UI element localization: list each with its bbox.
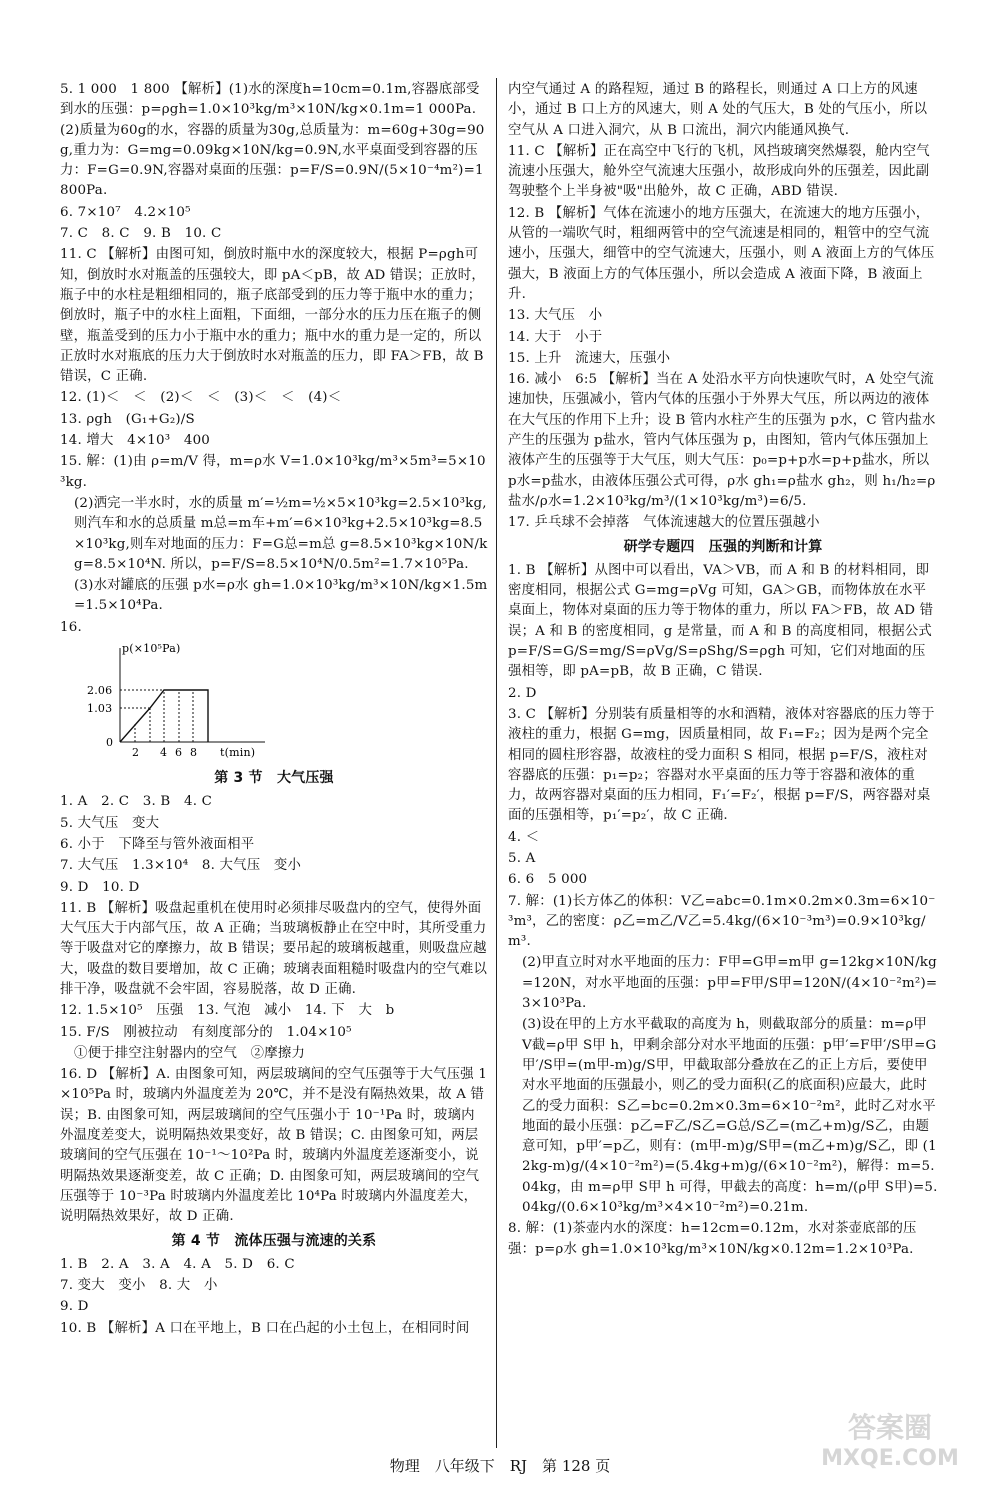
answer-item: 1. A 2. C 3. B 4. C bbox=[60, 794, 213, 810]
watermark-logo bbox=[810, 1406, 970, 1486]
answer-item: 9. D bbox=[60, 1299, 89, 1315]
answer-item: 1. B 2. A 3. A 4. A 5. D 6. C bbox=[60, 1256, 295, 1272]
left-column bbox=[60, 80, 488, 1340]
answer-item: 10. B 【解析】A 口在平地上，B 口在凸起的小土包上，在相同时间 bbox=[60, 1320, 470, 1336]
answer-item: 11. C 【解析】正在高空中飞行的飞机，风挡玻璃突然爆裂，舱内空气流速小压强大，舱外空气流速大压强小，故形成向外的压强差，因此副驾驶整个上半身被"吸"出舱外，故 C 正确，ABD 错误. bbox=[508, 143, 930, 200]
answer-item: 17. 乒乓球不会掉落 气体流速越大的位置压强越小 bbox=[508, 515, 820, 531]
answer-item: (2)洒完一半水时，水的质量 m′=½m=½×5×10³kg=2.5×10³kg,则汽车和水的总质量 m总=m车+m′=6×10³kg+2.5×10³kg=8.5×10³kg,则车对地面的压力：F=G总=m总 g=8.5×10³kg×10N/kg=8.5×10⁴N. 所以，p=F/S=8.5×10⁴N/0.5m²=1.7×10⁵Pa. bbox=[74, 495, 488, 572]
answer-item: 12. (1)＜ ＜ (2)＜ ＜ (3)＜ ＜ (4)＜ bbox=[60, 390, 342, 406]
answer-item: 7. 解：(1)长方体乙的体积：V乙=abc=0.1m×0.2m×0.3m=6×10⁻³m³，乙的密度：ρ乙=m乙/V乙=5.4kg/(6×10⁻³m³)=0.9×10³kg/m³. bbox=[508, 893, 936, 950]
answer-item: 16. D 【解析】A. 由图象可知，两层玻璃间的空气压强等于大气压强 1×10⁵Pa 时，玻璃内外温度差为 20℃，并不是没有隔热效果，故 A 错误；B. 由图象可知，两层玻璃间的空气压强小于 10⁻¹Pa 时，玻璃内外温度差变大，说明隔热效果变好，故 B 错误；C. 由图象可知，两层玻璃间的空气压强在 10⁻¹～10²Pa 时，玻璃内外温度差逐渐变小，说明隔热效果逐渐变差，故 C 正确；D. 由图象可知，两层玻璃间的空气压强等于 10⁻³Pa 时玻璃内外温度差比 10⁴Pa 时玻璃内外温度差大，说明隔热效果好，故 D 正确. bbox=[60, 1067, 488, 1225]
answer-item: 13. 大气压 小 bbox=[508, 308, 603, 324]
y-axis-label: p(×10⁵Pa) bbox=[122, 642, 181, 656]
answer-item: (2)甲直立时对水平地面的压力：F甲=G甲=m甲 g=12kg×10N/kg=120N，对水平地面的压强：p甲=F甲/S甲=120N/(4×10⁻²m²)=3×10³Pa. bbox=[522, 955, 938, 1012]
answer-item: 4. ＜ bbox=[508, 829, 540, 845]
answer-item: 6. 6 5 000 bbox=[508, 872, 588, 888]
section-heading: 研学专题四 压强的判断和计算 bbox=[623, 538, 823, 555]
watermark-line2: MXQE.COM bbox=[821, 1446, 959, 1471]
answer-item: 14. 大于 小于 bbox=[508, 329, 603, 345]
x-tick: 8 bbox=[190, 746, 198, 760]
answer-item: ①便于排空注射器内的空气 ②摩擦力 bbox=[74, 1045, 306, 1061]
answer-item: 1. B 【解析】从图中可以看出，VA＞VB，而 A 和 B 的材料相同，即密度相同，根据公式 G=mg=ρVg 可知，GA＞GB，而物体放在水平桌面上，物体对桌面的压力等于物体的重力，所以 FA＞FB，故 AD 错误；A 和 B 的密度相同，g 是常量，而 A 和 B 的高度相同，根据公式 p=F/S=G/S=mg/S=ρVg/S=ρShg/S=ρgh 可知，它们对地面的压强相等，即 pA=pB，故 B 正确，C 错误. bbox=[508, 562, 934, 680]
answer-item: 内空气通过 A 的路程短，通过 B 的路程长，则通过 A 口上方的风速小，通过 B 口上方的风速大，则 A 处的气压大，B 处的气压小，所以空气从 A 口进入洞穴，从 B 口流出，洞穴内能通风换气. bbox=[508, 82, 928, 138]
section-heading: 第 3 节 大气压强 bbox=[214, 770, 334, 787]
watermark-line1: 答案圈 bbox=[847, 1411, 932, 1444]
x-tick: 6 bbox=[175, 746, 183, 760]
right-column bbox=[508, 80, 938, 1261]
section-heading: 第 4 节 流体压强与流速的关系 bbox=[171, 1232, 377, 1249]
answer-item: 7. C 8. C 9. B 10. C bbox=[60, 226, 222, 242]
answer-item: 7. 大气压 1.3×10⁴ 8. 大气压 变小 bbox=[60, 858, 302, 874]
y-tick: 2.06 bbox=[87, 684, 113, 698]
x-tick: 2 bbox=[132, 746, 140, 760]
answer-item: 16. bbox=[60, 619, 82, 635]
answer-item: 2. D bbox=[508, 685, 537, 701]
answer-item: 5. 大气压 变大 bbox=[60, 815, 160, 831]
answer-item: 15. F/S 刚被拉动 有刻度部分的 1.04×10⁵ bbox=[60, 1024, 352, 1040]
answer-item: 12. 1.5×10⁵ 压强 13. 气泡 减小 14. 下 大 b bbox=[60, 1003, 395, 1019]
column-divider bbox=[496, 78, 497, 1448]
answer-item: 8. 解：(1)茶壶内水的深度：h=12cm=0.12m，水对茶壶底部的压强：p=ρ水 gh=1.0×10³kg/m³×10N/kg×0.12m=1.2×10³Pa. bbox=[508, 1221, 917, 1257]
answer-item: (3)水对罐底的压强 p水=ρ水 gh=1.0×10³kg/m³×10N/kg×1.5m=1.5×10⁴Pa. bbox=[74, 578, 488, 614]
answer-item: 7. 变大 变小 8. 大 小 bbox=[60, 1278, 218, 1294]
page-footer: 物理 八年级下 RJ 第 128 页 bbox=[389, 1457, 611, 1475]
answer-item: 6. 7×10⁷ 4.2×10⁵ bbox=[60, 204, 191, 220]
answer-item: 11. C 【解析】由图可知，倒放时瓶中水的深度较大，根据 P=ρgh可知，倒放时水对瓶盖的压强较大，即 pA＜pB，故 AD 错误；正放时，瓶子中的水柱是粗细相同的，瓶子底部受到的压力等于瓶中水的重力；倒放时，瓶子中的水柱上面粗，下面细，一部分水的压力压在瓶子的侧壁，瓶盖受到的压力小于瓶中水的重力；瓶中水的重力是一定的，所以正放时水对瓶底的压力大于倒放时水对瓶盖的压力，即 FA＞FB，故 B 错误，C 正确. bbox=[60, 247, 485, 385]
answer-item: 12. B 【解析】气体在流速小的地方压强大，在流速大的地方压强小，从管的一端吹气时，粗细两管中的空气流速是相同的，粗管中的空气流速小，压强大，细管中的空气流速大，压强小，则 A 液面上方的气体压强大，B 液面上方的气体压强小，所以会造成 A 液面下降，B 液面上升. bbox=[508, 205, 935, 302]
answer-item: 13. ρgh (G₁+G₂)/S bbox=[60, 411, 195, 427]
x-tick: 4 bbox=[160, 746, 168, 760]
y-tick: 1.03 bbox=[87, 702, 113, 716]
answer-item: 9. D 10. D bbox=[60, 879, 140, 895]
pressure-time-graph bbox=[60, 642, 488, 762]
answer-item: 6. 小于 下降至与管外液面相平 bbox=[60, 836, 255, 852]
answer-item: 11. B 【解析】吸盘起重机在使用时必须排尽吸盘内的空气，使得外面大气压大于内部气压，故 A 正确；当玻璃板静止在空中时，其所受重力等于吸盘对它的摩擦力，故 B 错误；要吊起的玻璃板越重，则吸盘应越大，吸盘的数目要增加，故 C 正确；玻璃表面粗糙时吸盘内的空气难以排干净，吸盘就不会牢固，容易脱落，故 D 正确. bbox=[60, 900, 488, 997]
answer-item: (3)设在甲的上方水平截取的高度为 h，则截取部分的质量：m=ρ甲 V截=ρ甲 S甲 h，甲剩余部分对水平地面的压强：p甲′=F甲′/S甲=G甲′/S甲=(m甲-m)g/S甲，甲截取部分叠放在乙的正上方后，要使甲对水平地面的压强最小，则乙的受力面积(乙的底面积)应最大，此时乙的受力面积：S乙=bc=0.2m×0.3m=6×10⁻²m²，此时乙对水平地面的最小压强：p乙=F乙/S乙=G总/S乙=(m乙+m)g/S乙，由题意可知，p甲′=p乙，则有：(m甲-m)g/S甲=(m乙+m)g/S乙，即 (12kg-m)g/(4×10⁻²m²)=(5.4kg+m)g/(6×10⁻²m²)，解得：m=5.04kg，由 m=ρ甲 S甲 h 可得，甲截去的高度：h=m/(ρ甲 S甲)=5.04kg/(0.6×10³kg/m³×4×10⁻²m²)=0.21m. bbox=[522, 1017, 938, 1216]
answer-item: 3. C 【解析】分别装有质量相等的水和酒精，液体对容器底的压力等于液柱的重力，根据 G=mg，因质量相同，故 F₁=F₂；因为是两个完全相同的圆柱形容器，故液柱的受力面积 S 相同，根据 p=F/S，液柱对容器底的压强：p₁=p₂；容器对水平桌面的压力等于容器和液体的重力，故两容器对桌面的压力相同，F₁′=F₂′，根据 p=F/S，两容器对桌面的压强相等，p₁′=p₂′，故 C 正确. bbox=[508, 706, 935, 824]
y-tick: 0 bbox=[106, 736, 114, 750]
x-axis-label: t(min) bbox=[220, 746, 256, 760]
answer-item: 14. 增大 4×10³ 400 bbox=[60, 433, 211, 449]
answer-item: 15. 解：(1)由 ρ=m/V 得，m=ρ水 V=1.0×10³kg/m³×5m³=5×10³kg. bbox=[60, 454, 486, 490]
answer-item: 16. 减小 6:5 【解析】当在 A 处沿水平方向快速吹气时，A 处空气流速加快，压强减小，管内气体的压强小于外界大气压，所以两边的液体在大气压的作用下上升；设 B 管内水柱产生的压强为 p水，C 管内盐水产生的压强为 p盐水，管内气体压强为 p，由图知，管内气体压强加上液体产生的压强等于大气压，则大气压：p₀=p+p水=p+p盐水，所以 p水=p盐水，由液体压强公式可得，ρ水 gh₁=ρ盐水 gh₂，则 h₁/h₂=ρ盐水/ρ水=1.2×10³kg/m³/(1×10³kg/m³)=6/5. bbox=[508, 372, 936, 509]
answer-item: 15. 上升 流速大，压强小 bbox=[508, 350, 671, 366]
answer-item: 5. A bbox=[508, 850, 536, 866]
answer-item: 5. 1 000 1 800 【解析】(1)水的深度h=10cm=0.1m,容器底部受到水的压强：p=ρgh=1.0×10³kg/m³×10N/kg×0.1m=1 000Pa. (2)质量为60g的水，容器的质量为30g,总质量为：m=60g+30g=90g,重力为：G=mg=0.09kg×10N/kg=0.9N,水平桌面受到容器的压力：F=G=0.9N,容器对桌面的压强：p=F/S=0.9N/(5×10⁻⁴m²)=1 800Pa. bbox=[60, 82, 485, 199]
